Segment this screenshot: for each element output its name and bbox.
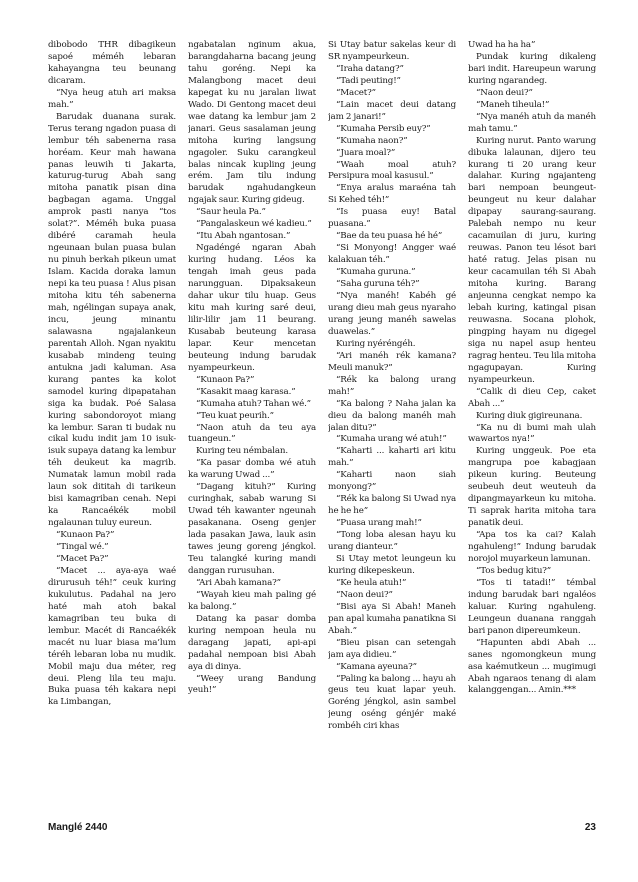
paragraph: “Waah moal atuh? Persipura moal kasusul.” (328, 159, 456, 182)
paragraph: “Ari Abah kamana?” (196, 577, 281, 588)
paragraph: “Hapunten abdi Abah ... sanes ngomongkeun mung asa kaémutkeun ... mugimugi Abah ngaraos tenang di alam kalanggengan... Amin.*** (468, 637, 596, 696)
paragraph: Pundak kuring dikaleng bari indit. Hareupeun warung kuring ngarandeg. (468, 51, 596, 86)
paragraph: ngabatalan nginum akua, barangdaharna bacang jeung tahu goréng. Nepi ka Malangbong macet deui kapegat ku nu jaralan liwat Wado. Di Gentong macet deui wae datang ka lembur jam 2 janari. Geus sasalaman jeung mitoha kuring langsung ngagoler. Suku carangkeul balas nincak kupling jeung erém. Jam tilu indung barudak ngahudangkeun ngajak saur. Kuring gideug. (188, 40, 316, 206)
paragraph: “Wayah kieu mah paling gé ka balong.” (188, 589, 316, 612)
paragraph: “Itu Abah ngantosan.” (196, 231, 291, 242)
paragraph: “Apa tos ka cai? Kalah ngahuleng!” Indung barudak norojol muyarkeun lamunan. (468, 530, 596, 564)
paragraph: “Ari manéh rék kamana? Meuli manuk?” (328, 350, 456, 373)
paragraph: dibobodo THR dibagikeun sapoé méméh lebaran kahayangna teu beunang dicaram. (48, 40, 176, 86)
paragraph: “Si Monyong! Angger waé kalakuan téh.” (328, 243, 456, 266)
paragraph: “Tingal wé.” (56, 542, 109, 553)
paragraph: “Kumaha urang wé atuh!” (336, 434, 447, 445)
paragraph: Kuring diuk gigireunana. (476, 410, 583, 421)
paragraph: “Naon deui?” (476, 87, 533, 98)
paragraph: “Maneh tiheula!” (476, 99, 550, 110)
text-column-4 (468, 40, 596, 810)
paragraph: “Saha guruna téh?” (336, 279, 420, 290)
paragraph: Kuring nyéréngéh. (336, 338, 416, 349)
paragraph: Si Utay batur sakelas keur di SR nyampeurkeun. (328, 40, 456, 62)
paragraph: “Tong loba alesan hayu ku urang dianteur.” (328, 530, 456, 553)
paragraph: “Kaharti ... kaharti ari kitu mah.” (328, 446, 456, 469)
paragraph: “Dagang kituh?” Kuring curinghak, sabab warung Si Uwad téh kawanter ngeunah pasakanana. Oseng genjer lada pasakan Jawa, lauk asin tawes jeung goreng jéngkol. Teu talangké kuring mandi danggan rurusuhan. (188, 482, 316, 576)
paragraph: “Nya manéh atuh da manéh mah tamu.” (468, 111, 596, 134)
paragraph: “Kamana ayeuna?” (336, 661, 417, 672)
paragraph: “Macet?” (336, 87, 376, 98)
paragraph: Kuring unggeuk. Poe eta mangrupa poe kabagjaan pikeun kuring. Beuteung seubeuh deut weuteuh da dipangmayarkeun ku mitoha. Ti saprak harita mitoha tara panatik deui. (468, 446, 596, 529)
paragraph: “Tos bedug kitu?” (476, 565, 552, 576)
paragraph: “Bieu pisan can setengah jam aya didieu.” (328, 637, 456, 660)
paragraph: “Bae da teu puasa hé hé” (336, 231, 443, 242)
article-body (48, 40, 596, 810)
paragraph: “Ka nu di bumi mah ulah wawartos nya!” (468, 422, 596, 445)
paragraph: “Tos ti tatadi!” témbal indung barudak bari ngaléos kaluar. Kuring ngahuleng. Leungeun duanana ranggah bari panon dipereumkeun. (468, 577, 596, 636)
paragraph: “Calik di dieu Cep, caket Abah ...” (468, 386, 596, 409)
paragraph: “Rék ka balong Si Uwad nya he he he” (328, 494, 456, 517)
paragraph: “Kumaha naon?” (336, 135, 408, 146)
text-column-3 (328, 40, 456, 810)
paragraph: “Lain macet deui datang jam 2 janari!” (328, 99, 456, 122)
paragraph: Barudak duanana surak. Terus terang ngadon puasa di lembur téh sabenerna rasa horéam. Keur mah hawana panas leuwih ti Jakarta, katurug-turug Abah sang mitoha panatik pisan dina bagbagan agama. Unggal amprok pasti nanya “tos solat?”. Méméh buka puasa dibéré caramah heula ngeunaan bulan puasa bulan nu pinuh berkah pikeun umat Islam. Kacida doraka lamun nepi ka teu puasa ! Alus pisan mitoha kitu téh sabenerna mah, ngélingan supaya anak, incu, jeung minantu salawasna ngajalankeun parentah Alloh. Ngan nyakitu kusabab mindeng teuing antukna jadi kaluman. Asa kurang pantes ka kolot samodel kuring dipapatahan siga ka budak. Poé Salasa kuring sabondoroyot miang ka lembur. Saran ti budak nu cikal kudu indit jam 10 isuk-isuk supaya datang ka lembur téh deukeut ka magrib. Numatak lamun mobil rada laun sok dititah di tarikeun bisi kamagriban cenah. Nepi ka Rancaékék mobil ngalaunan tuluy eureun. (48, 111, 176, 529)
page-footer (48, 822, 596, 838)
paragraph: “Nya manéh! Kabéh gé urang dieu mah geus nyaraho urang jeung manéh sawelas duawelas.” (328, 291, 456, 337)
paragraph: “Pangalaskeun wé kadieu.” (196, 219, 312, 230)
paragraph: Ngadéngé ngaran Abah kuring hudang. Léos ka tengah imah geus pada narungguan. Dipaksakeun dahar ukur tilu huap. Geus kitu mah kuring saré deui, lilir-lilir jam 11 beurang. Kusabab beuteung karasa lapar. Keur mencetan beuteung indung barudak nyampeurkeun. (188, 243, 316, 373)
text-column-1 (48, 40, 176, 810)
paragraph: “Kunaon Pa?” (56, 530, 115, 541)
paragraph: “Juara moal?” (336, 147, 396, 158)
paragraph: “Naon deui?” (336, 589, 393, 600)
paragraph: “Is puasa euy! Batal puasana.” (328, 207, 456, 230)
paragraph: “Naon atuh da teu aya tuangeun.” (188, 422, 316, 445)
paragraph: “Ka balong ? Naha jalan ka dieu da balong manéh mah jalan ditu?” (328, 398, 456, 433)
paragraph: “Enya aralus maraéna tah Si Kehed téh!” (328, 183, 456, 206)
paragraph: Uwad ha ha ha” (468, 40, 536, 50)
paragraph: “Puasa urang mah!” (336, 518, 422, 529)
paragraph: “Ka pasar domba wé atuh ka warung Uwad ...” (188, 458, 316, 481)
paragraph: “Kunaon Pa?” (196, 374, 255, 385)
paragraph: “Tadi peuting!” (336, 75, 401, 86)
paragraph: “Saur heula Pa.” (196, 207, 266, 218)
paragraph: Datang ka pasar domba kuring nempoan heula nu daragang japati, api-api padahal nempoan bisi Abah aya di dinya. (188, 613, 316, 672)
text-column-2 (188, 40, 316, 810)
paragraph: “Kasakit maag karasa.” (196, 386, 296, 397)
paragraph: “Weey urang Bandung yeuh!” (188, 673, 316, 696)
paragraph: “Teu kuat peurih.” (196, 410, 274, 421)
paragraph: “Iraha datang?” (336, 63, 404, 74)
paragraph: “Bisi aya Si Abah! Maneh pan apal kumaha panatikna Si Abah.” (328, 601, 456, 636)
paragraph: “Macet Pa?” (56, 553, 109, 564)
paragraph: “Kaharti naon siah monyong?” (328, 470, 456, 493)
paragraph: Kuring teu némbalan. (196, 446, 288, 457)
magazine-issue: Manglé 2440 (48, 822, 108, 833)
paragraph: Kuring nurut. Panto warung dibuka lalaunan, dijero teu kurang ti 20 urang keur dalahar. Kuring ngajanteng bari nempoan beungeut-beungeut nu keur dalahar dipapay saurang-saurang. Palebah nempo nu keur cacamuilan di juru, kuring reuwas. Panon teu lésot bari haté ratug. Jelas pisan nu keur cacamuilan téh Si Abah mitoha kuring. Barang anjeunna cengkat nempo ka lebah kuring, katingal pisan reuwasna. Socana plohok, pingping hayam nu digegel siga nu napel asup henteu ragrag henteu. Teu lila mitoha ngagupayan. Kuring nyampeurkeun. (468, 135, 596, 385)
paragraph: “Ke heula atuh!” (336, 577, 407, 588)
paragraph: “Macet ... aya-aya waé dirurusuh téh!” ceuk kuring kukulutus. Padahal na jero haté mah atoh bakal kamagriban teu buka di lembur. Macét di Rancaékék macét nu luar biasa ma’lum téréh lebaran loba nu mudik. Mobil maju dua méter, reg deui. Pleng lila teu maju. Buka puasa téh kakara nepi ka Limbangan, (48, 565, 176, 708)
paragraph: “Rék ka balong urang mah!” (328, 374, 456, 397)
paragraph: “Nya heug atuh ari maksa mah.” (48, 87, 176, 110)
paragraph: “Kumaha Persib euy?” (336, 123, 431, 134)
paragraph: “Kumaha guruna.” (336, 267, 416, 278)
paragraph: “Paling ka balong ... hayu ah geus teu kuat lapar yeuh. Goréng jéngkol, asin sambel jeung oséng génjér maké rombéh ciri khas (328, 673, 456, 732)
page-number: 23 (584, 822, 596, 833)
paragraph: “Kumaha atuh? Tahan wé.” (196, 398, 311, 409)
paragraph: Si Utay metot leungeun ku kuring dikepeskeun. (328, 553, 456, 576)
